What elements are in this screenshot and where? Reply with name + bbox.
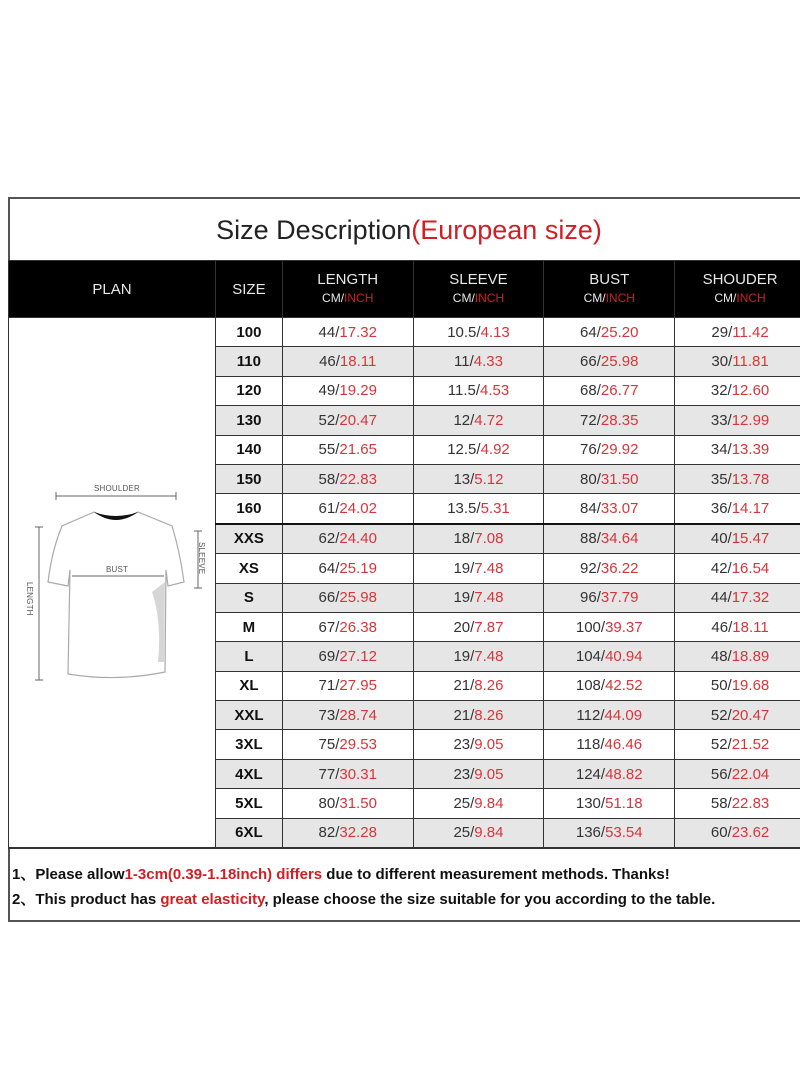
measurement-cell: 29/11.42: [675, 318, 800, 347]
size-cell: M: [215, 612, 282, 641]
size-chart: [8, 197, 800, 922]
measurement-cell: 96/37.79: [544, 583, 675, 612]
measurement-cell: 80/31.50: [544, 464, 675, 493]
measurement-cell: 42/16.54: [675, 554, 800, 583]
measurement-cell: 35/13.78: [675, 464, 800, 493]
measurement-cell: 12.5/4.92: [413, 435, 544, 464]
measurement-cell: 108/42.52: [544, 671, 675, 700]
header-sleeve: SLEEVE CM/INCH: [413, 261, 544, 318]
measurement-cell: 92/36.22: [544, 554, 675, 583]
size-cell: 3XL: [215, 730, 282, 759]
measurement-cell: 34/13.39: [675, 435, 800, 464]
measurement-cell: 136/53.54: [544, 818, 675, 847]
title-highlight: (European size): [411, 214, 602, 245]
measurement-cell: 33/12.99: [675, 406, 800, 435]
measurement-cell: 66/25.98: [282, 583, 413, 612]
measurement-cell: 80/31.50: [282, 789, 413, 818]
tshirt-icon: [12, 472, 212, 692]
measurement-cell: 52/20.47: [282, 406, 413, 435]
measurement-cell: 76/29.92: [544, 435, 675, 464]
measurement-cell: 64/25.20: [544, 318, 675, 347]
measurement-cell: 10.5/4.13: [413, 318, 544, 347]
table-header-row: [9, 261, 800, 318]
measurement-cell: 82/32.28: [282, 818, 413, 847]
size-cell: XS: [215, 554, 282, 583]
measurement-cell: 84/33.07: [544, 494, 675, 524]
header-shoulder: SHOUDER CM/INCH: [675, 261, 800, 318]
measurement-cell: 18/7.08: [413, 524, 544, 554]
size-cell: 6XL: [215, 818, 282, 847]
size-cell: 5XL: [215, 789, 282, 818]
measurement-cell: 67/26.38: [282, 612, 413, 641]
header-size: SIZE: [215, 261, 282, 318]
measurement-cell: 58/22.83: [282, 464, 413, 493]
measurement-cell: 19/7.48: [413, 642, 544, 671]
measurement-cell: 112/44.09: [544, 701, 675, 730]
measurement-cell: 61/24.02: [282, 494, 413, 524]
measurement-cell: 12/4.72: [413, 406, 544, 435]
measurement-cell: 32/12.60: [675, 376, 800, 405]
measurement-cell: 46/18.11: [675, 612, 800, 641]
measurement-cell: 60/23.62: [675, 818, 800, 847]
size-cell: 4XL: [215, 759, 282, 788]
measurement-cell: 25/9.84: [413, 818, 544, 847]
measurement-cell: 23/9.05: [413, 730, 544, 759]
measurement-cell: 40/15.47: [675, 524, 800, 554]
header-plan: PLAN: [9, 261, 216, 318]
shoulder-label: SHOULDER: [93, 484, 141, 494]
tshirt-diagram: [9, 318, 216, 848]
measurement-cell: 68/26.77: [544, 376, 675, 405]
measurement-cell: 19/7.48: [413, 554, 544, 583]
measurement-cell: 124/48.82: [544, 759, 675, 788]
measurement-cell: 50/19.68: [675, 671, 800, 700]
measurement-cell: 11/4.33: [413, 347, 544, 376]
table-row: [9, 318, 800, 347]
size-cell: S: [215, 583, 282, 612]
title-main: Size Description: [216, 214, 412, 245]
measurement-cell: 30/11.81: [675, 347, 800, 376]
measurement-cell: 71/27.95: [282, 671, 413, 700]
measurement-cell: 13.5/5.31: [413, 494, 544, 524]
length-label: LENGTH: [24, 582, 34, 616]
measurement-cell: 36/14.17: [675, 494, 800, 524]
measurement-cell: 48/18.89: [675, 642, 800, 671]
measurement-cell: 11.5/4.53: [413, 376, 544, 405]
measurement-cell: 58/22.83: [675, 789, 800, 818]
size-table: [8, 260, 800, 849]
measurement-cell: 104/40.94: [544, 642, 675, 671]
notes-section: [10, 847, 800, 925]
measurement-cell: 118/46.46: [544, 730, 675, 759]
measurement-cell: 77/30.31: [282, 759, 413, 788]
size-cell: 140: [215, 435, 282, 464]
measurement-cell: 69/27.12: [282, 642, 413, 671]
measurement-cell: 75/29.53: [282, 730, 413, 759]
measurement-cell: 56/22.04: [675, 759, 800, 788]
size-cell: XXS: [215, 524, 282, 554]
size-cell: 120: [215, 376, 282, 405]
measurement-cell: 66/25.98: [544, 347, 675, 376]
tshirt-illustration: [12, 472, 212, 692]
measurement-cell: 20/7.87: [413, 612, 544, 641]
size-cell: 130: [215, 406, 282, 435]
size-cell: 160: [215, 494, 282, 524]
measurement-cell: 62/24.40: [282, 524, 413, 554]
measurement-cell: 13/5.12: [413, 464, 544, 493]
size-cell: L: [215, 642, 282, 671]
measurement-cell: 21/8.26: [413, 701, 544, 730]
measurement-cell: 130/51.18: [544, 789, 675, 818]
measurement-cell: 88/34.64: [544, 524, 675, 554]
bust-label: BUST: [105, 565, 129, 575]
measurement-cell: 19/7.48: [413, 583, 544, 612]
header-length: LENGTH CM/INCH: [282, 261, 413, 318]
measurement-cell: 46/18.11: [282, 347, 413, 376]
sleeve-label: SLEEVE: [196, 542, 206, 575]
size-cell: 110: [215, 347, 282, 376]
chart-title: [10, 199, 800, 261]
size-cell: XL: [215, 671, 282, 700]
measurement-cell: 52/20.47: [675, 701, 800, 730]
measurement-cell: 44/17.32: [282, 318, 413, 347]
size-cell: 100: [215, 318, 282, 347]
measurement-cell: 23/9.05: [413, 759, 544, 788]
measurement-cell: 72/28.35: [544, 406, 675, 435]
note-2: 2、This product has great elasticity, please choose the size suitable for you according to the table.: [12, 891, 716, 908]
note-1: 1、Please allow1-3cm(0.39-1.18inch) differs due to different measurement methods. Thanks!: [12, 866, 670, 883]
size-cell: XXL: [215, 701, 282, 730]
measurement-cell: 21/8.26: [413, 671, 544, 700]
header-bust: BUST CM/INCH: [544, 261, 675, 318]
measurement-cell: 44/17.32: [675, 583, 800, 612]
measurement-cell: 64/25.19: [282, 554, 413, 583]
measurement-cell: 100/39.37: [544, 612, 675, 641]
measurement-cell: 49/19.29: [282, 376, 413, 405]
measurement-cell: 25/9.84: [413, 789, 544, 818]
size-cell: 150: [215, 464, 282, 493]
measurement-cell: 55/21.65: [282, 435, 413, 464]
measurement-cell: 52/21.52: [675, 730, 800, 759]
measurement-cell: 73/28.74: [282, 701, 413, 730]
